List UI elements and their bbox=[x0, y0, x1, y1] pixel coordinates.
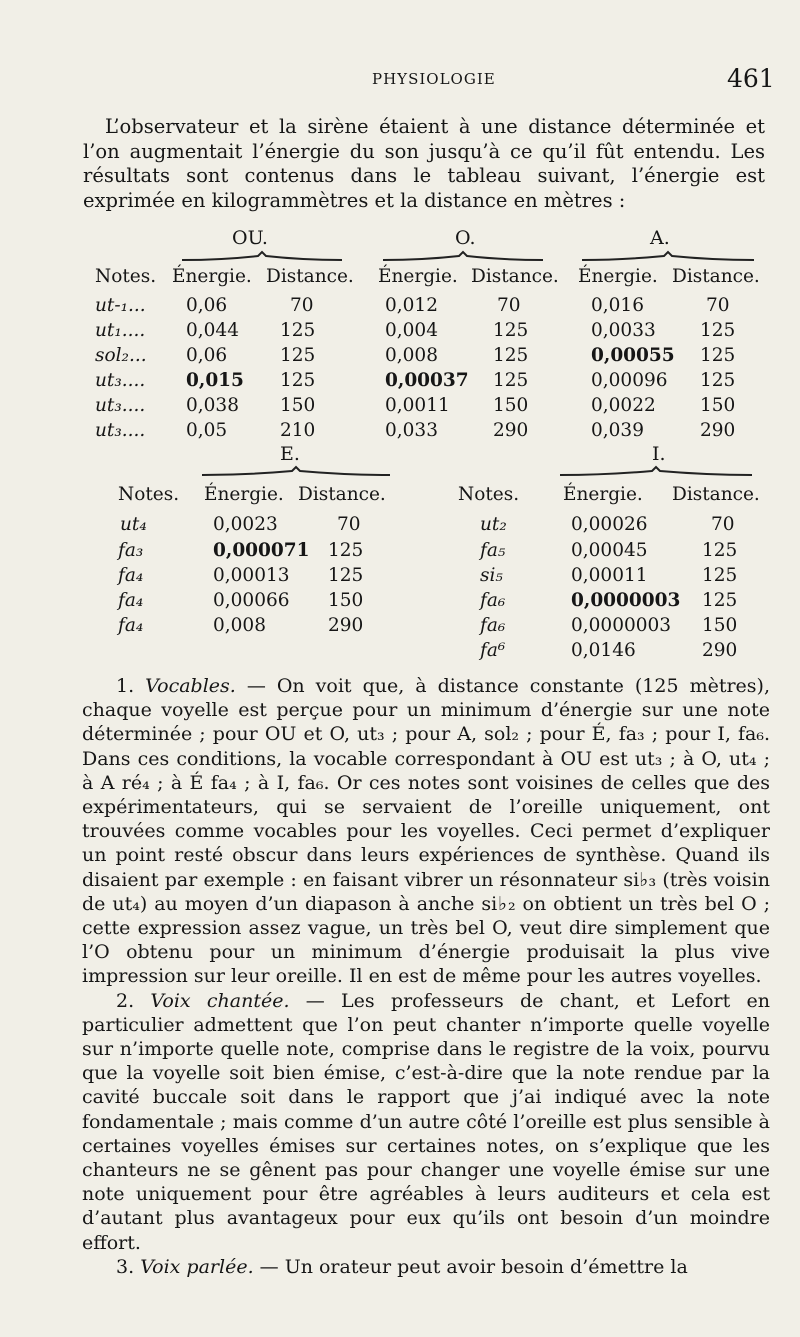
cell-distance: 70 bbox=[337, 514, 361, 535]
cell-distance: 125 bbox=[328, 540, 364, 561]
cell-distance: 125 bbox=[493, 370, 529, 391]
cell-note: ut₂ bbox=[480, 514, 507, 535]
cell-distance: 125 bbox=[700, 320, 736, 341]
section-title: Vocables. bbox=[145, 675, 236, 697]
cell-energy-min: 0,00055 bbox=[591, 345, 675, 366]
intro-text: L’observateur et la sirène étaient à une distance déterminée et l’on augmentait l’énergie du son jusqu’à ce qu’il fût entendu. Les résultats sont contenus dans le tableau suivant, l’énergie est exprimée en kilogrammètres et la distance en mètres : bbox=[83, 115, 765, 212]
section-number: 3. bbox=[116, 1255, 135, 1278]
cell-distance: 150 bbox=[493, 395, 529, 416]
brace-a bbox=[582, 250, 754, 262]
brace-o bbox=[383, 250, 543, 262]
brace-i bbox=[560, 465, 752, 477]
group-head-a: A. bbox=[650, 227, 670, 249]
cell-note: sol₂... bbox=[95, 345, 147, 366]
cell-energy: 0,0000003 bbox=[571, 615, 672, 636]
col-distance-a: Distance. bbox=[672, 266, 760, 287]
section-voix-parlee bbox=[82, 1255, 770, 1279]
col-energie-i: Énergie. bbox=[563, 484, 643, 505]
cell-energy-min: 0,00037 bbox=[385, 370, 469, 391]
cell-note: ut₃.... bbox=[95, 370, 146, 391]
cell-note: ut₃.... bbox=[95, 395, 146, 416]
cell-note: fa₄ bbox=[118, 565, 144, 586]
col-distance-i: Distance. bbox=[672, 484, 760, 505]
cell-energy: 0,038 bbox=[186, 395, 239, 416]
cell-energy: 0,039 bbox=[591, 420, 644, 441]
cell-energy: 0,06 bbox=[186, 345, 228, 366]
cell-distance: 125 bbox=[700, 345, 736, 366]
cell-distance: 150 bbox=[702, 615, 738, 636]
cell-distance: 290 bbox=[702, 640, 738, 661]
cell-distance: 290 bbox=[493, 420, 529, 441]
cell-energy: 0,008 bbox=[385, 345, 438, 366]
cell-distance: 70 bbox=[706, 295, 730, 316]
cell-note: fa₆ bbox=[480, 590, 506, 611]
cell-energy: 0,06 bbox=[186, 295, 228, 316]
cell-energy: 0,012 bbox=[385, 295, 438, 316]
section-text: — Un orateur peut avoir besoin d’émettre la bbox=[253, 1255, 688, 1278]
cell-note: fa₆ bbox=[480, 615, 506, 636]
cell-note: ut₁.... bbox=[95, 320, 146, 341]
intro-paragraph bbox=[83, 115, 765, 213]
cell-note: fa₃ bbox=[118, 540, 144, 561]
cell-distance: 70 bbox=[290, 295, 314, 316]
cell-energy: 0,00045 bbox=[571, 540, 648, 561]
cell-distance: 125 bbox=[702, 590, 738, 611]
cell-energy: 0,008 bbox=[213, 615, 266, 636]
cell-energy-min: 0,000071 bbox=[213, 540, 310, 561]
cell-energy: 0,0022 bbox=[591, 395, 656, 416]
page-number: 461 bbox=[727, 64, 775, 93]
section-number: 2. bbox=[116, 989, 135, 1012]
cell-energy-min: 0,015 bbox=[186, 370, 244, 391]
section-vocables bbox=[82, 674, 770, 989]
cell-note: ut-₁... bbox=[95, 295, 146, 316]
section-text: — Les professeurs de chant, et Lefort en particulier admettent que l’on peut chanter n’importe quelle voyelle sur n’importe quelle note, comprise dans le registre de la voix, pourvu que la voyelle soit bien émise, c’est-à-dire que la note rendue par la cavité buccale soit dans le rapport que j’ai indiqué avec la note fondamentale ; mais comme d’un autre côté l’oreille est plus sensible à certaines voyelles émises sur certaines notes, on s’explique que les chanteurs ne se gênent pas pour changer une voyelle émise sur une note uniquement pour être agréables à leurs auditeurs et cela est d’autant plus avantageux pour eux qu’ils ont besoin d’un moindre effort. bbox=[82, 989, 771, 1254]
cell-distance: 210 bbox=[280, 420, 316, 441]
cell-distance: 125 bbox=[280, 345, 316, 366]
cell-note: fa₅ bbox=[480, 540, 506, 561]
cell-distance: 150 bbox=[700, 395, 736, 416]
cell-distance: 125 bbox=[493, 345, 529, 366]
section-text: — On voit que, à distance constante (125 mètres), chaque voyelle est perçue pour un minimum d’énergie sur une note déterminée ; pour OU et O, ut₃ ; pour A, sol₂ ; pour É, fa₃ ; pour I, fa₆. Dans ces conditions, la vocable correspondant à OU est ut₃ ; à O, ut₄ ; à A ré₄ ; à É fa₄ ; à I, fa₆. Or ces notes sont voisines de celles que des expérimentateurs, qui se servaient de l’oreille uniquement, ont trouvées comme vocables pour les voyelles. Ceci permet d’expliquer un point resté obscur dans leurs expériences de synthèse. Quand ils disaient par exemple : en faisant vibrer un résonnateur si♭₃ (très voisin de ut₄) au moyen d’un diapason à anche si♭₂ on obtient un très bel O ; cette expression assez vague, un très bel O, veut dire simplement que l’O obtenu pour un minimum d’énergie produisait la plus vive impression sur leur oreille. Il en est de même pour les autres voyelles. bbox=[82, 675, 770, 988]
cell-energy: 0,004 bbox=[385, 320, 438, 341]
col-distance-o: Distance. bbox=[471, 266, 559, 287]
group-head-ou: OU. bbox=[232, 227, 268, 249]
cell-distance: 290 bbox=[328, 615, 364, 636]
col-notes: Notes. bbox=[95, 266, 157, 287]
cell-energy: 0,00013 bbox=[213, 565, 290, 586]
cell-distance: 125 bbox=[280, 370, 316, 391]
cell-energy-min: 0,0000003 bbox=[571, 590, 681, 611]
cell-energy: 0,00011 bbox=[571, 565, 648, 586]
cell-note: fa⁶ bbox=[480, 640, 506, 661]
cell-distance: 70 bbox=[711, 514, 735, 535]
cell-energy: 0,044 bbox=[186, 320, 239, 341]
cell-distance: 125 bbox=[493, 320, 529, 341]
brace-ou bbox=[182, 250, 342, 262]
col-energie-ou: Énergie. bbox=[172, 266, 252, 287]
cell-distance: 150 bbox=[328, 590, 364, 611]
cell-energy: 0,033 bbox=[385, 420, 438, 441]
cell-note: fa₄ bbox=[118, 590, 144, 611]
group-head-e: E. bbox=[280, 443, 300, 465]
running-title: PHYSIOLOGIE bbox=[372, 70, 496, 88]
cell-note: si₅ bbox=[480, 565, 503, 586]
col-energie-a: Énergie. bbox=[578, 266, 658, 287]
cell-distance: 125 bbox=[280, 320, 316, 341]
col-distance-e: Distance. bbox=[298, 484, 386, 505]
col-notes-i: Notes. bbox=[458, 484, 520, 505]
col-energie-o: Énergie. bbox=[378, 266, 458, 287]
cell-distance: 290 bbox=[700, 420, 736, 441]
cell-note: ut₃.... bbox=[95, 420, 146, 441]
body-text bbox=[82, 674, 770, 1279]
cell-energy: 0,0011 bbox=[385, 395, 450, 416]
page-header bbox=[0, 64, 800, 98]
cell-energy: 0,00066 bbox=[213, 590, 290, 611]
cell-energy: 0,0033 bbox=[591, 320, 656, 341]
section-number: 1. bbox=[116, 675, 135, 697]
col-energie-e: Énergie. bbox=[204, 484, 284, 505]
cell-energy: 0,0146 bbox=[571, 640, 636, 661]
cell-energy: 0,016 bbox=[591, 295, 644, 316]
cell-note: ut₄ bbox=[120, 514, 147, 535]
section-title: Voix parlée. bbox=[140, 1255, 254, 1278]
cell-energy: 0,00096 bbox=[591, 370, 668, 391]
cell-distance: 125 bbox=[700, 370, 736, 391]
col-distance-ou: Distance. bbox=[266, 266, 354, 287]
group-head-i: I. bbox=[652, 443, 666, 465]
cell-distance: 125 bbox=[702, 565, 738, 586]
cell-distance: 150 bbox=[280, 395, 316, 416]
cell-energy: 0,0023 bbox=[213, 514, 278, 535]
section-voix-chantee bbox=[82, 989, 770, 1255]
cell-distance: 125 bbox=[328, 565, 364, 586]
section-title: Voix chantée. bbox=[150, 989, 290, 1012]
group-head-o: O. bbox=[455, 227, 476, 249]
cell-distance: 125 bbox=[702, 540, 738, 561]
col-notes-e: Notes. bbox=[118, 484, 180, 505]
brace-e bbox=[202, 465, 390, 477]
cell-energy: 0,00026 bbox=[571, 514, 648, 535]
cell-distance: 70 bbox=[497, 295, 521, 316]
cell-energy: 0,05 bbox=[186, 420, 228, 441]
cell-note: fa₄ bbox=[118, 615, 144, 636]
